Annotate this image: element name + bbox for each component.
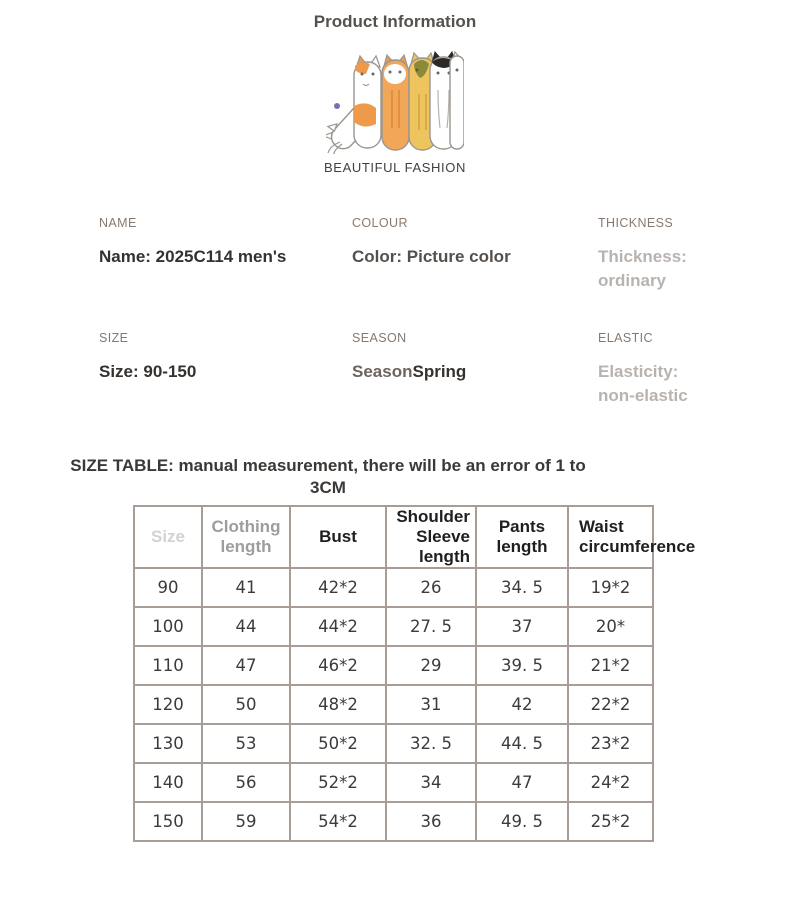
attr-name-value: Name: 2025C114 men's bbox=[99, 247, 287, 266]
cell-bust: 54*2 bbox=[290, 802, 386, 841]
brand-name: BEAUTIFUL FASHION bbox=[324, 160, 466, 175]
table-header-row bbox=[134, 506, 653, 568]
table-row bbox=[134, 724, 653, 763]
attr-season-value-main: Spring bbox=[412, 362, 467, 381]
attr-season-value-prefix: Season bbox=[352, 362, 413, 381]
attr-size bbox=[99, 331, 352, 408]
attr-colour bbox=[352, 216, 598, 293]
attr-elastic-value: Elasticity: non-elastic bbox=[598, 362, 688, 405]
cell-pants-length: 49. 5 bbox=[476, 802, 568, 841]
column-header-clothing-length: Clothing length bbox=[202, 506, 290, 568]
cell-clothing-length: 56 bbox=[202, 763, 290, 802]
column-header-bust: Bust bbox=[290, 506, 386, 568]
cell-shoulder-sleeve: 36 bbox=[386, 802, 476, 841]
cell-clothing-length: 53 bbox=[202, 724, 290, 763]
cell-shoulder-sleeve: 31 bbox=[386, 685, 476, 724]
table-row bbox=[134, 802, 653, 841]
cell-shoulder-sleeve: 29 bbox=[386, 646, 476, 685]
attr-thickness-value: Thickness: ordinary bbox=[598, 247, 687, 290]
cell-waist: 24*2 bbox=[568, 763, 653, 802]
cell-clothing-length: 50 bbox=[202, 685, 290, 724]
cell-waist: 23*2 bbox=[568, 724, 653, 763]
attr-name-label: NAME bbox=[99, 216, 137, 230]
cell-clothing-length: 47 bbox=[202, 646, 290, 685]
column-header-size: Size bbox=[134, 506, 202, 568]
table-row bbox=[134, 685, 653, 724]
size-table-heading-line2: 3CM bbox=[310, 478, 346, 497]
attr-name bbox=[99, 216, 352, 293]
column-header-waist-circumference: Waist circumference bbox=[568, 506, 653, 568]
cell-clothing-length: 44 bbox=[202, 607, 290, 646]
cell-waist: 20* bbox=[568, 607, 653, 646]
attr-size-label: SIZE bbox=[99, 331, 129, 345]
cats-illustration-icon bbox=[326, 50, 464, 154]
size-table-heading-line1: SIZE TABLE: manual measurement, there will be an error of 1 to bbox=[70, 456, 586, 475]
cell-clothing-length: 41 bbox=[202, 568, 290, 607]
cell-bust: 48*2 bbox=[290, 685, 386, 724]
cell-bust: 50*2 bbox=[290, 724, 386, 763]
table-row bbox=[134, 646, 653, 685]
cell-bust: 52*2 bbox=[290, 763, 386, 802]
cell-waist: 19*2 bbox=[568, 568, 653, 607]
cell-pants-length: 34. 5 bbox=[476, 568, 568, 607]
cell-pants-length: 39. 5 bbox=[476, 646, 568, 685]
cell-waist: 25*2 bbox=[568, 802, 653, 841]
cell-size: 110 bbox=[134, 646, 202, 685]
cell-waist: 21*2 bbox=[568, 646, 653, 685]
cell-size: 90 bbox=[134, 568, 202, 607]
column-header-pants-length: Pants length bbox=[476, 506, 568, 568]
column-header-shoulder-sleeve-length: Shoulder Sleeve length bbox=[386, 506, 476, 568]
cell-waist: 22*2 bbox=[568, 685, 653, 724]
cell-size: 130 bbox=[134, 724, 202, 763]
page-title: Product Information bbox=[313, 12, 477, 31]
attr-colour-value: Color: Picture color bbox=[352, 247, 511, 266]
cell-shoulder-sleeve: 32. 5 bbox=[386, 724, 476, 763]
size-table-heading bbox=[0, 455, 656, 499]
cell-pants-length: 47 bbox=[476, 763, 568, 802]
cell-shoulder-sleeve: 27. 5 bbox=[386, 607, 476, 646]
table-row bbox=[134, 763, 653, 802]
attr-size-value: Size: 90-150 bbox=[99, 362, 197, 381]
cell-pants-length: 42 bbox=[476, 685, 568, 724]
cell-shoulder-sleeve: 34 bbox=[386, 763, 476, 802]
cell-size: 120 bbox=[134, 685, 202, 724]
attr-thickness-label: THICKNESS bbox=[598, 216, 674, 230]
attr-elastic bbox=[598, 331, 790, 408]
cell-size: 140 bbox=[134, 763, 202, 802]
cell-pants-length: 44. 5 bbox=[476, 724, 568, 763]
table-row bbox=[134, 607, 653, 646]
cell-bust: 44*2 bbox=[290, 607, 386, 646]
attr-season-value bbox=[352, 360, 598, 384]
cell-shoulder-sleeve: 26 bbox=[386, 568, 476, 607]
attr-colour-label: COLOUR bbox=[352, 216, 408, 230]
brand-logo bbox=[0, 50, 790, 175]
cell-size: 100 bbox=[134, 607, 202, 646]
cell-bust: 42*2 bbox=[290, 568, 386, 607]
cell-clothing-length: 59 bbox=[202, 802, 290, 841]
cell-size: 150 bbox=[134, 802, 202, 841]
cell-bust: 46*2 bbox=[290, 646, 386, 685]
cell-pants-length: 37 bbox=[476, 607, 568, 646]
attr-season bbox=[352, 331, 598, 408]
size-table bbox=[133, 505, 696, 842]
product-attributes bbox=[99, 216, 790, 408]
attr-elastic-label: ELASTIC bbox=[598, 331, 653, 345]
attr-thickness bbox=[598, 216, 790, 293]
table-row bbox=[134, 568, 653, 607]
attr-season-label: SEASON bbox=[352, 331, 407, 345]
